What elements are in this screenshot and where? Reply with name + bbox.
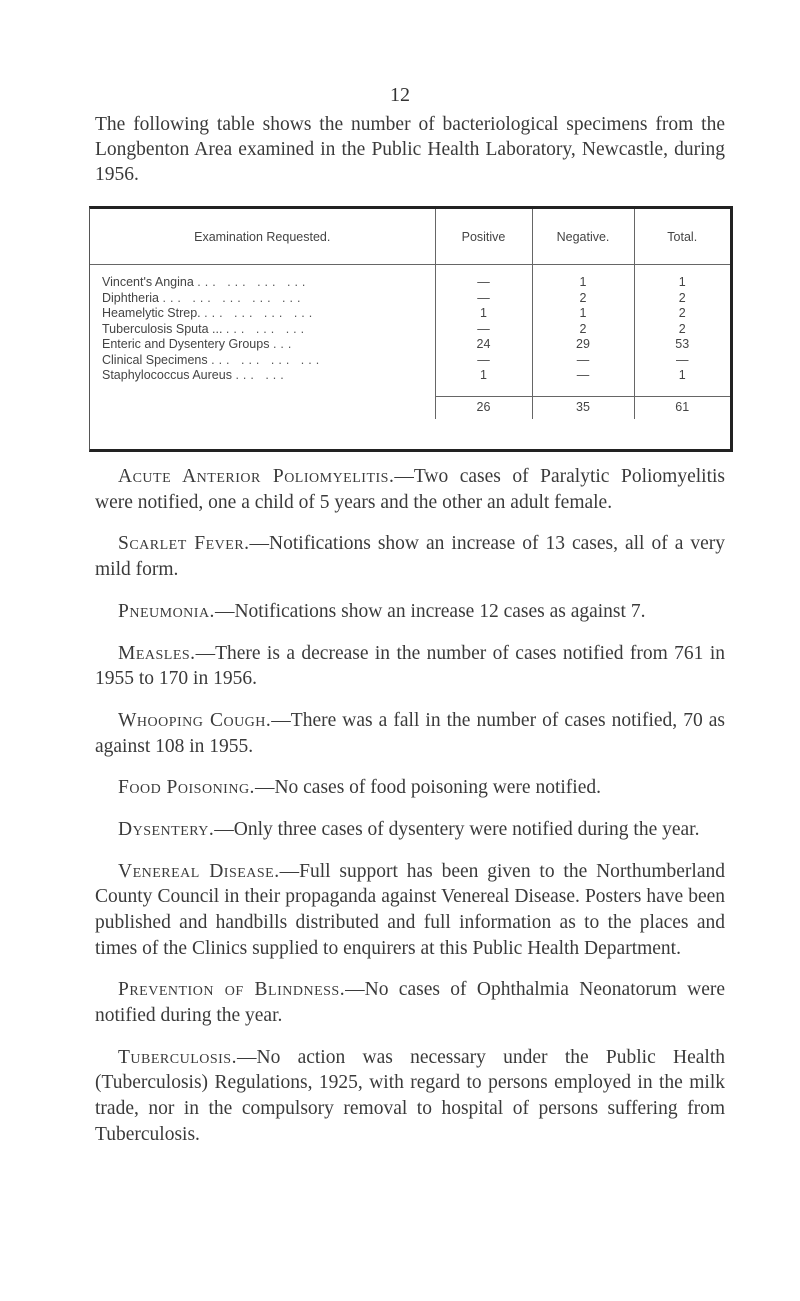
section-heading: Measles. (118, 642, 196, 664)
leader-dots: ... ... ... ... (197, 275, 310, 289)
section-text: —There is a decrease in the number of cases notified from 761 in 1955 to 170 in 1956. (95, 642, 725, 690)
cell-negative: 29 (532, 337, 634, 353)
table-row (90, 353, 730, 369)
cell-total: 53 (634, 337, 730, 353)
page-number: 12 (390, 84, 410, 106)
total-total: 61 (634, 396, 730, 419)
section-measles (95, 641, 725, 692)
section-pneumonia (95, 599, 725, 625)
section-heading: Food Poisoning. (118, 777, 255, 799)
section-text: —No cases of food poisoning were notified. (254, 777, 601, 799)
table-row (90, 322, 730, 338)
cell-positive: — (435, 291, 532, 307)
cell-negative: 2 (532, 291, 634, 307)
leader-dots: ... ... (235, 368, 288, 383)
leader-dots: ... (272, 337, 296, 351)
section-heading: Acute Anterior Poliomyelitis. (118, 466, 395, 487)
header-negative: Negative. (532, 209, 634, 265)
leader-dots: ... ... ... (225, 321, 309, 336)
section-text: —Notifications show an increase of 13 cases, all of a very mild form. (95, 533, 725, 580)
table-row (90, 337, 730, 353)
header-positive: Positive (435, 209, 532, 265)
section-whooping-cough (95, 708, 725, 759)
section-heading: Prevention of Blindness. (118, 979, 346, 1001)
total-negative: 35 (532, 396, 634, 419)
cell-negative: 1 (532, 265, 634, 291)
section-tuberculosis (95, 1045, 725, 1147)
table-row (90, 368, 730, 396)
section-dysentery (95, 817, 725, 843)
section-scarlet-fever (95, 531, 725, 582)
cell-positive: 24 (435, 337, 532, 353)
cell-total: 1 (634, 368, 730, 396)
cell-positive: — (435, 353, 532, 369)
table-header-row (90, 209, 730, 265)
intro-paragraph: The following table shows the number of bacteriological specimens from the Longbenton Area examined in the Public Health Laboratory, Newcastle, during 1956. (95, 114, 725, 185)
leader-dots: ... ... ... ... (204, 306, 317, 320)
cell-negative: 2 (532, 322, 634, 338)
section-poliomyelitis (95, 464, 725, 515)
section-heading: Venereal Disease. (118, 860, 280, 882)
row-label: Enteric and Dysentery Groups ... (102, 337, 296, 351)
cell-total: 1 (634, 265, 730, 291)
cell-positive: 1 (435, 306, 532, 322)
section-venereal-disease (95, 859, 725, 961)
header-total: Total. (634, 209, 730, 265)
cell-total: 2 (634, 306, 730, 322)
row-label: Clinical Specimens ... ... ... ... (102, 352, 324, 367)
cell-negative: 1 (532, 306, 634, 322)
section-text: —There was a fall in the number of cases notified, 70 as against 108 in 1955. (95, 709, 725, 757)
total-positive: 26 (435, 396, 532, 419)
section-heading: Pneumonia. (118, 600, 215, 622)
cell-total: 2 (634, 291, 730, 307)
specimens-table (89, 206, 733, 452)
table-row (90, 306, 730, 322)
cell-positive: — (435, 322, 532, 338)
section-text: —Only three cases of dysentery were notified during the year. (214, 819, 700, 841)
report-sections (95, 464, 725, 1163)
section-prevention-of-blindness (95, 977, 725, 1028)
section-heading: Whooping Cough. (118, 709, 272, 731)
row-label: Vincent's Angina ... ... ... ... (102, 275, 310, 289)
section-text: —No cases of Ophthalmia Neonatorum were notified during the year. (95, 979, 726, 1026)
section-heading: Tuberculosis. (118, 1046, 237, 1068)
table-row (90, 291, 730, 307)
totals-row (90, 396, 730, 419)
table-row (90, 265, 730, 291)
section-food-poisoning (95, 775, 725, 801)
row-label: Tuberculosis Sputa ... ... ... ... (102, 321, 309, 336)
cell-total: 2 (634, 322, 730, 338)
section-heading: Scarlet Fever. (118, 533, 250, 555)
cell-positive: — (435, 265, 532, 291)
totals-label-cell (90, 396, 435, 419)
section-text: —No action was necessary under the Public Health (Tuberculosis) Regulations, 1925, with regard to persons employed in the milk trade, nor in the compulsory removal to hospital of persons suffering from Tuberculosis. (95, 1046, 725, 1145)
section-text: —Notifications show an increase 12 cases as against 7. (214, 600, 646, 622)
section-text: —Full support has been given to the Northumberland County Council in their propaganda against Venereal Disease. Posters have been published and handbills distributed and full information as to the places and times of the Clinics supplied to enquirers at this Public Health Department. (95, 860, 725, 959)
cell-total: — (634, 353, 730, 369)
cell-negative: — (532, 353, 634, 369)
row-label: Diphtheria ... ... ... ... ... (102, 290, 305, 305)
header-examination: Examination Requested. (90, 209, 435, 265)
leader-dots: ... ... ... ... ... (162, 290, 305, 305)
section-heading: Dysentery. (118, 819, 215, 841)
row-label: Heamelytic Strep. ... ... ... ... (102, 306, 317, 320)
row-label: Staphylococcus Aureus ... ... (102, 368, 288, 383)
cell-negative: — (532, 368, 634, 396)
section-text: —Two cases of Paralytic Poliomyelitis were notified, one a child of 5 years and the other an adult female. (95, 466, 725, 513)
cell-positive: 1 (435, 368, 532, 396)
leader-dots: ... ... ... ... (211, 352, 324, 367)
